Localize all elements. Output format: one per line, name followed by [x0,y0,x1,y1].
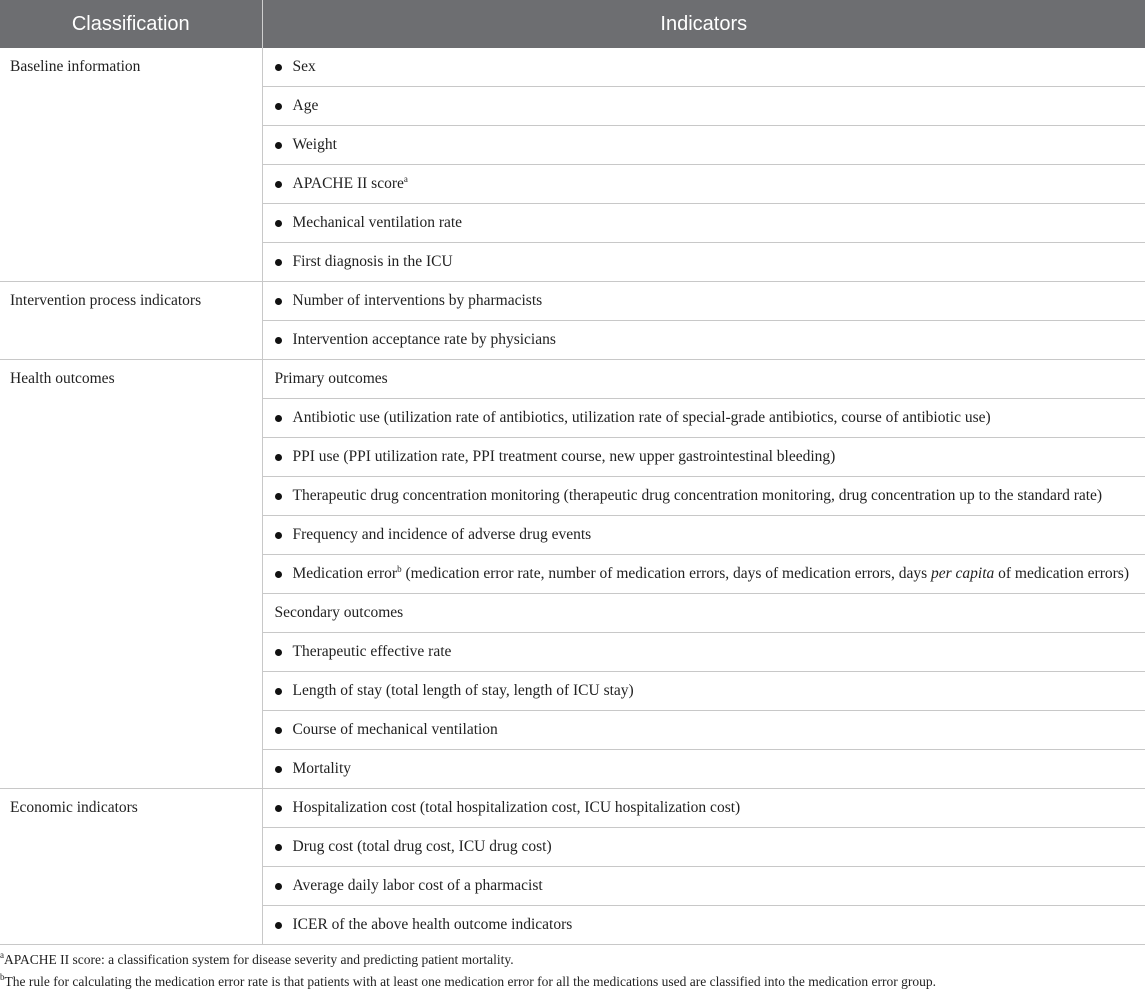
bullet-icon [275,532,282,539]
bullet-icon [275,805,282,812]
indicator-text [293,720,1136,740]
indicator-text [293,642,1136,662]
classification-cell: Economic indicators [0,789,262,945]
indicator-text [293,330,1136,350]
indicator-label: Weight [292,136,337,153]
bullet-icon [275,259,282,266]
classification-cell: Baseline information [0,48,262,282]
indicator-cell [262,750,1145,789]
indicator-cell [262,438,1145,477]
footnote-a [0,951,1145,968]
bullet-icon [275,415,282,422]
indicator-line [275,603,1136,623]
indicator-cell [262,789,1145,828]
bullet-icon [275,181,282,188]
indicator-label: ICER of the above health outcome indicators [292,916,573,933]
bullet-icon [275,766,282,773]
header-row [0,0,1145,48]
indicator-text [293,213,1136,233]
indicator-label: Average daily labor cost of a pharmacist [292,877,543,894]
indicator-text [293,174,1136,194]
indicator-line [275,447,1136,467]
indicator-cell [262,165,1145,204]
indicator-line [275,798,1136,818]
footnote-ref: a [403,174,408,184]
indicator-detail-italic: per capita [930,565,995,582]
indicator-line [275,915,1136,935]
indicator-line [275,720,1136,740]
indicator-cell [262,555,1145,594]
indicator-label: PPI use (PPI utilization rate, PPI treatment course, new upper gastrointestinal bleeding) [292,448,836,465]
indicator-detail-end: of medication errors) [994,565,1129,582]
footnote-ref: b [397,564,402,574]
footnote-b-mark: b [0,972,5,982]
indicator-cell [262,321,1145,360]
table-body [0,48,1145,945]
bullet-icon [275,454,282,461]
bullet-icon [275,220,282,227]
indicator-label: Antibiotic use (utilization rate of antibiotics, utilization rate of special-grade antibiotics, course of antibiotic use) [292,409,991,426]
subheading-cell [262,594,1145,633]
classification-cell: Intervention process indicators [0,282,262,360]
indicator-cell [262,477,1145,516]
indicator-line [275,330,1136,350]
indicator-label: Hospitalization cost (total hospitalization cost, ICU hospitalization cost) [292,799,741,816]
indicator-label: Medication error [292,565,398,582]
indicator-text [275,603,1136,623]
indicator-text [293,798,1136,818]
indicator-cell [262,282,1145,321]
bullet-icon [275,922,282,929]
indicator-label: Frequency and incidence of adverse drug events [292,526,592,543]
bullet-icon [275,337,282,344]
indicator-label: APACHE II score [292,175,404,192]
indicator-label: Course of mechanical ventilation [292,721,498,738]
subheading-cell [262,360,1145,399]
bullet-icon [275,571,282,578]
indicator-line [275,174,1136,194]
bullet-icon [275,844,282,851]
indicator-label: Primary outcomes [274,370,388,387]
bullet-icon [275,103,282,110]
indicator-line [275,252,1136,272]
indicator-text [293,57,1136,77]
indicator-cell [262,828,1145,867]
indicator-line [275,291,1136,311]
footnote-b-text: The rule for calculating the medication error rate is that patients with at least one medication error for all the medications used are classified into the medication error group. [4,974,937,989]
indicator-text [293,564,1136,584]
indicator-cell [262,204,1145,243]
indicator-label: Therapeutic drug concentration monitoring (therapeutic drug concentration monitoring, drug concentration up to the standard rate) [292,487,1103,504]
indicator-label: Length of stay (total length of stay, length of ICU stay) [292,682,634,699]
footnotes [0,951,1145,990]
indicator-label: Mechanical ventilation rate [292,214,463,231]
indicator-line [275,642,1136,662]
indicator-text [293,135,1136,155]
indicator-text [293,915,1136,935]
bullet-icon [275,649,282,656]
table-row [0,282,1145,321]
indicator-text [293,447,1136,467]
footnote-a-text: APACHE II score: a classification system for disease severity and predicting patient mortality. [4,952,514,967]
indicator-text [293,681,1136,701]
indicator-text [275,369,1136,389]
indicator-label: Mortality [292,760,352,777]
indicator-label: Drug cost (total drug cost, ICU drug cost) [292,838,552,855]
indicator-text [293,876,1136,896]
indicator-line [275,135,1136,155]
footnote-b [0,973,1145,990]
indicator-line [275,525,1136,545]
indicator-text [293,291,1136,311]
indicator-line [275,681,1136,701]
indicator-line [275,213,1136,233]
bullet-icon [275,688,282,695]
indicator-text [293,96,1136,116]
indicator-cell [262,672,1145,711]
indicator-label: Sex [292,58,316,75]
indicator-line [275,837,1136,857]
table-row [0,48,1145,87]
indicator-cell [262,711,1145,750]
indicator-line [275,369,1136,389]
indicator-line [275,408,1136,428]
indicator-cell [262,126,1145,165]
bullet-icon [275,727,282,734]
indicator-text [293,486,1136,506]
indicator-text [293,252,1136,272]
indicator-label: Age [292,97,319,114]
indicator-line [275,486,1136,506]
bullet-icon [275,493,282,500]
indicator-text [293,525,1136,545]
indicator-cell [262,516,1145,555]
indicator-label: Number of interventions by pharmacists [292,292,543,309]
bullet-icon [275,142,282,149]
indicator-detail: (medication error rate, number of medication errors, days of medication errors, days [401,565,931,582]
header-indicators: Indicators [262,0,1145,48]
indicator-label: Secondary outcomes [274,604,404,621]
indicator-cell [262,48,1145,87]
indicator-text [293,837,1136,857]
indicator-cell [262,87,1145,126]
indicator-label: Therapeutic effective rate [292,643,452,660]
classification-cell: Health outcomes [0,360,262,789]
indicator-cell [262,867,1145,906]
bullet-icon [275,883,282,890]
indicator-cell [262,243,1145,282]
indicator-line [275,96,1136,116]
indicator-line [275,57,1136,77]
bullet-icon [275,64,282,71]
table-row [0,360,1145,399]
table-row [0,789,1145,828]
header-classification: Classification [0,0,262,48]
bullet-icon [275,298,282,305]
indicator-label: First diagnosis in the ICU [292,253,453,270]
indicator-text [293,408,1136,428]
indicator-label: Intervention acceptance rate by physicians [292,331,556,348]
indicator-text [293,759,1136,779]
indicator-line [275,876,1136,896]
indicator-cell [262,906,1145,945]
indicator-cell [262,399,1145,438]
indicator-line [275,564,1136,584]
indicator-line [275,759,1136,779]
indicator-cell [262,633,1145,672]
footnote-a-mark: a [0,950,4,960]
